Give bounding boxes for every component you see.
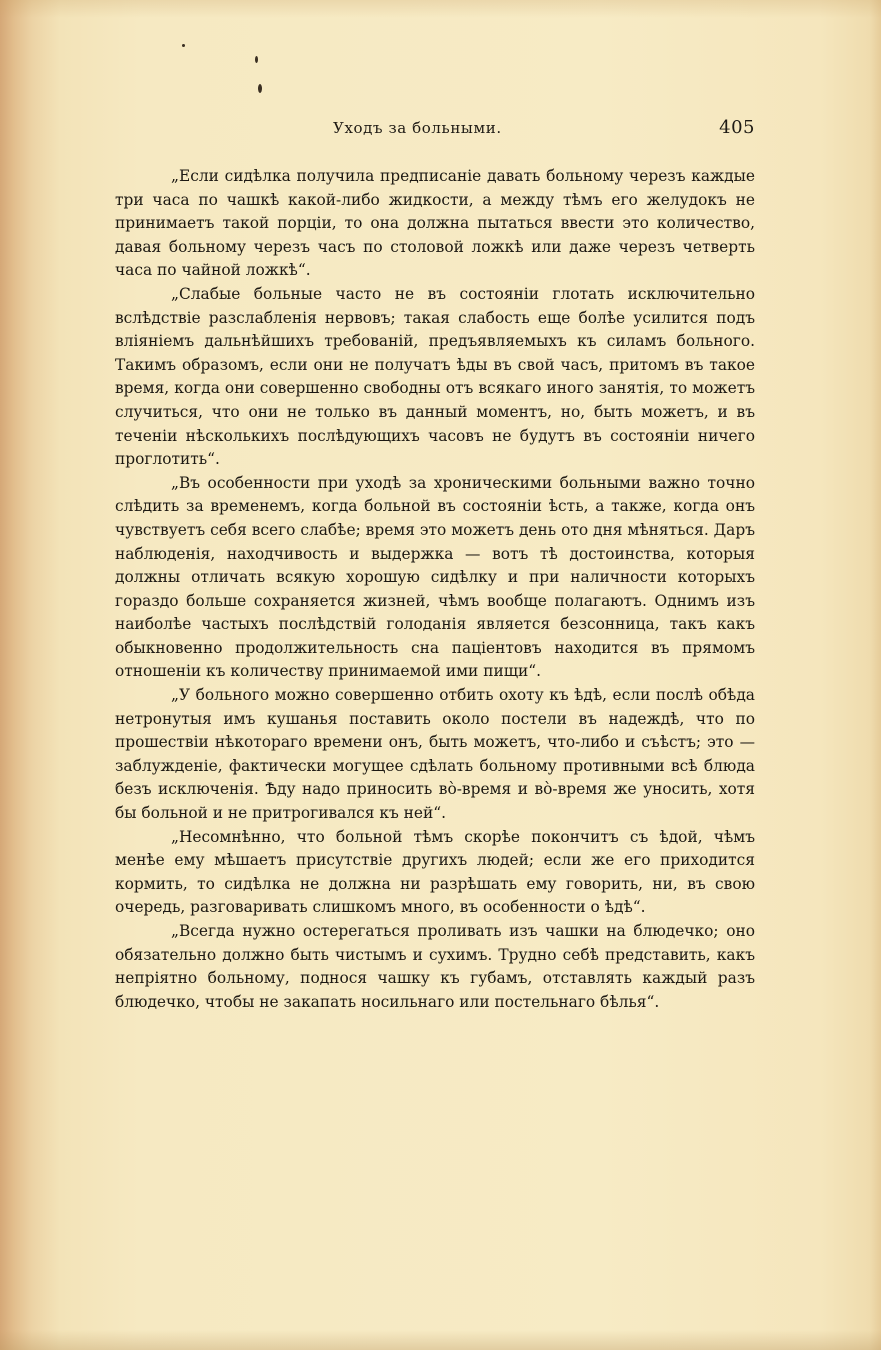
ink-speck [255, 56, 258, 63]
page-header [115, 117, 755, 141]
paragraph: „У больного можно совершенно отбить охоту къ ѣдѣ, если послѣ обѣда нетронутыя имъ кушанья поставить около постели въ надеждѣ, что по прошествіи нѣкотораго времени онъ, быть можетъ, что-либо и съѣстъ; это — заблужденіе, фактически могущее сдѣлать больному противными всѣ блюда безъ исключенія. Ѣду надо приносить во̀-время и во̀-время же уносить, хотя бы больной и не притрогивался къ ней“. [115, 686, 755, 823]
ink-speck [182, 44, 185, 47]
paragraph: „Несомнѣнно, что больной тѣмъ скорѣе покончитъ съ ѣдой, чѣмъ менѣе ему мѣшаетъ присутствіе другихъ людей; если же его приходится кормить, то сидѣлка не должна ни разрѣшать ему говорить, ни, въ свою очередь, разговаривать слишкомъ много, въ особенности о ѣдѣ“. [115, 827, 755, 917]
paragraph: „Всегда нужно остерегаться проливать изъ чашки на блюдечко; оно обязательно должно быть чистымъ и сухимъ. Трудно себѣ представить, какъ непріятно больному, поднося чашку къ губамъ, отставлять каждый разъ блюдечко, чтобы не закапать носильнаго или постельнаго бѣлья“. [115, 922, 755, 1011]
paragraph: „Слабые больные часто не въ состояніи глотать исключительно вслѣдствіе разслабленія нервовъ; такая слабость еще болѣе усилится подъ вліяніемъ дальнѣйшихъ требованій, предъявляемыхъ къ силамъ больного. Такимъ образомъ, если они не получатъ ѣды въ свой часъ, притомъ въ такое время, когда они совершенно свободны отъ всякаго иного занятія, то можетъ случиться, что они не только въ данный моментъ, но, быть можетъ, и въ теченіи нѣсколькихъ послѣдующихъ часовъ не будутъ въ состояніи ничего проглотить“. [115, 284, 755, 469]
paragraph: „Въ особенности при уходѣ за хроническими больными важно точно слѣдить за временемъ, когда больной въ состояніи ѣсть, а также, когда онъ чувствуетъ себя всего слабѣе; время это можетъ день ото дня мѣняться. Даръ наблюденія, находчивость и выдержка — вотъ тѣ достоинства, которыя должны отличать всякую хорошую сидѣлку и при наличности которыхъ гораздо больше сохраняется жизней, чѣмъ вообще полагаютъ. Однимъ изъ наиболѣе частыхъ послѣдствій голоданія является безсонница, такъ какъ обыкновенно продолжительность сна паціентовъ находится въ прямомъ отношеніи къ количеству принимаемой ими пищи“. [115, 473, 755, 681]
body-text [115, 165, 755, 1014]
paragraph: „Если сидѣлка получила предписаніе давать больному черезъ каждые три часа по чашкѣ какой-либо жидкости, а между тѣмъ его желудокъ не принимаетъ такой порціи, то она должна пытаться ввести это количество, давая больному черезъ часъ по столовой ложкѣ или даже черезъ четверть часа по чайной ложкѣ“. [115, 167, 755, 280]
page-number: 405 [719, 117, 755, 138]
running-title: Уходъ за больными. [333, 119, 502, 137]
ink-speck [258, 84, 262, 93]
